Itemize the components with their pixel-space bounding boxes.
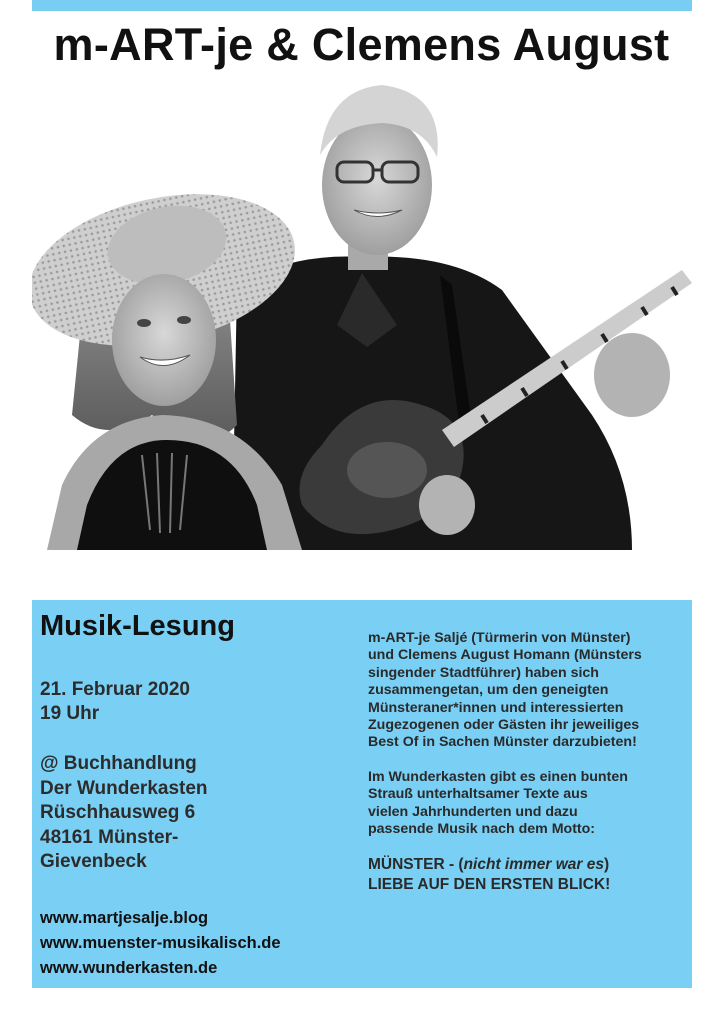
event-date-time	[40, 678, 190, 726]
venue-line: @ Buchhandlung	[40, 753, 197, 774]
artists-photo	[32, 85, 692, 550]
event-time: 19 Uhr	[40, 703, 100, 724]
description-line: zusammengetan, um den geneigten	[368, 682, 609, 699]
venue-line: 48161 Münster-	[40, 826, 179, 848]
description-line: Im Wunderkasten gibt es einen bunten	[368, 768, 628, 785]
description-line: und Clemens August Homann (Münsters	[368, 647, 642, 664]
description-line: Strauß unterhaltsamer Texte aus	[368, 786, 588, 803]
description-line: Best Of in Sachen Münster darzubieten!	[368, 734, 637, 751]
top-accent-bar	[32, 0, 692, 11]
description-paragraph-2	[368, 769, 688, 839]
description-line: m-ART-je Saljé (Türmerin von Münster)	[368, 630, 631, 646]
photo-illustration	[32, 85, 692, 550]
venue-line: Der Wunderkasten	[40, 777, 208, 799]
venue-line: Gievenbeck	[40, 851, 147, 872]
motto-italic: nicht immer war es	[463, 856, 604, 874]
motto	[368, 855, 688, 894]
motto-suffix: )	[604, 856, 610, 874]
description-line: passende Musik nach dem Motto:	[368, 821, 596, 838]
description-paragraph-1	[368, 630, 688, 752]
event-info-panel	[32, 600, 692, 988]
event-date: 21. Februar 2020	[40, 679, 190, 700]
event-description	[368, 630, 688, 911]
motto-line-1	[368, 855, 688, 875]
event-venue	[40, 752, 208, 875]
motto-line-2: LIEBE AUF DEN ERSTEN BLICK!	[368, 875, 611, 893]
poster-title: m-ART-je & Clemens August	[53, 19, 670, 70]
website-link[interactable]: www.muenster-musikalisch.de	[40, 934, 281, 952]
motto-prefix: MÜNSTER - (	[368, 856, 464, 874]
description-line: singender Stadtführer) haben sich	[368, 664, 599, 681]
venue-line: Rüschhausweg 6	[40, 802, 196, 823]
description-line: vielen Jahrhunderten und dazu	[368, 803, 578, 820]
description-line: Zugezogenen oder Gästen ihr jeweiliges	[368, 717, 640, 734]
description-line: Münsteraner*innen und interessierten	[368, 699, 624, 716]
website-links	[40, 906, 281, 981]
website-link[interactable]: www.martjesalje.blog	[40, 909, 209, 927]
event-heading: Musik-Lesung	[40, 610, 235, 642]
website-link[interactable]: www.wunderkasten.de	[40, 959, 218, 977]
